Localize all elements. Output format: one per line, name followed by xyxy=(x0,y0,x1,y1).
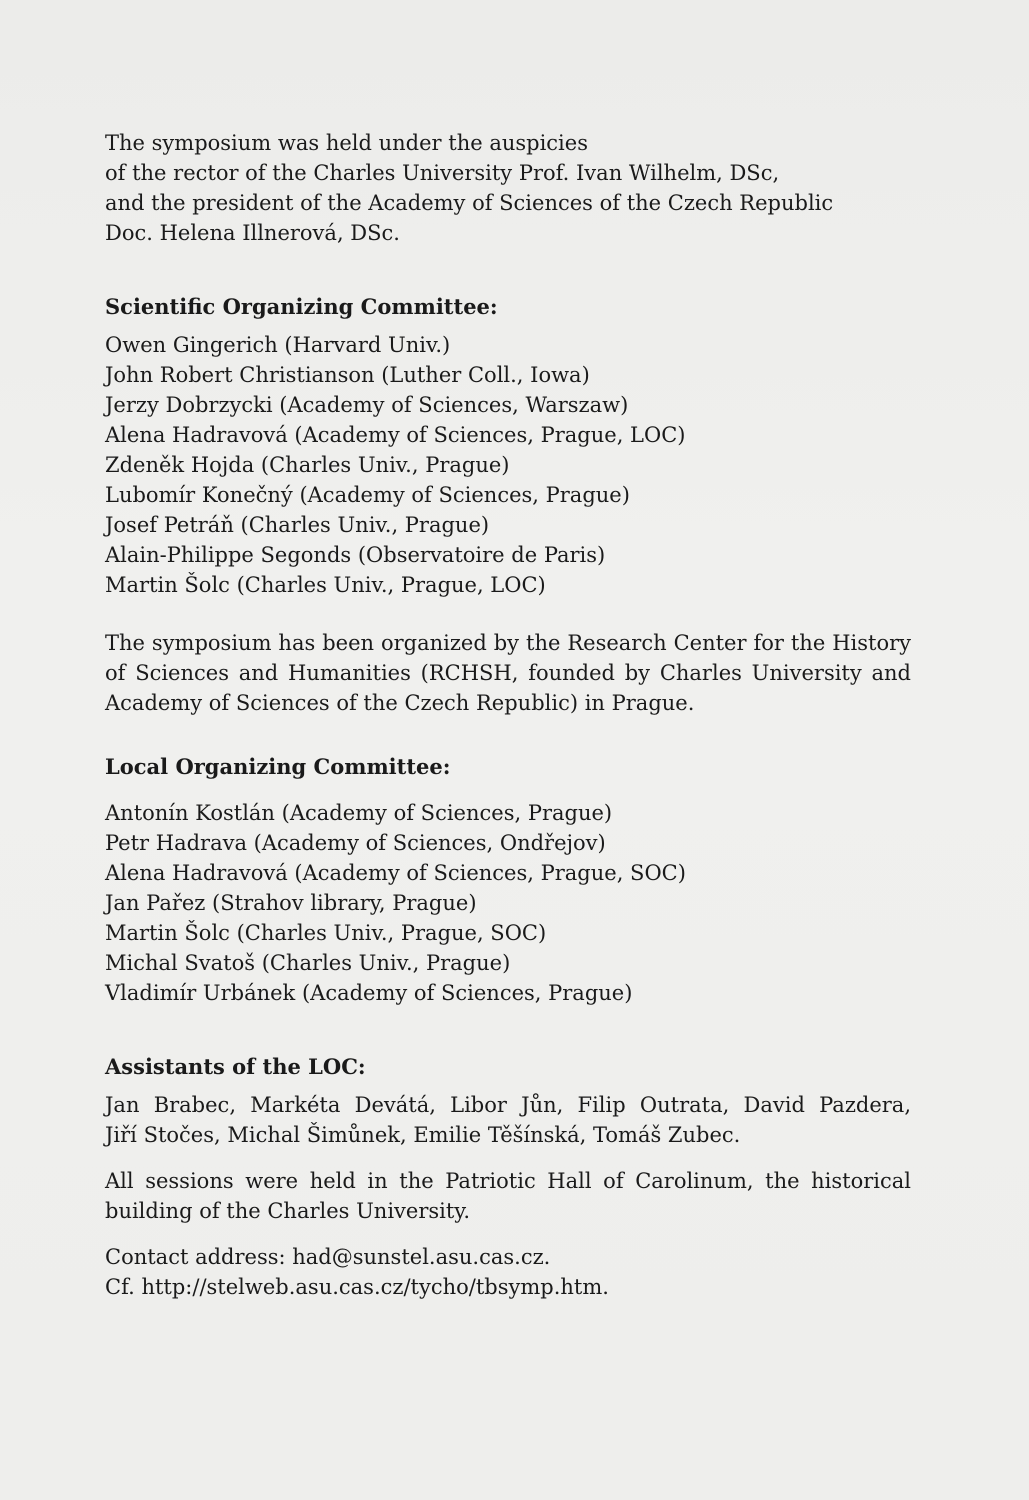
spacer xyxy=(105,600,911,628)
assistants-line: Jiří Stočes, Michal Šimůnek, Emilie Těšínská, Tomáš Zubec. xyxy=(105,1123,741,1147)
contact-line: Cf. http://stelweb.asu.cas.cz/tycho/tbsymp.htm. xyxy=(105,1275,609,1299)
auspices-line: of the rector of the Charles University Prof. Ivan Wilhelm, DSc, xyxy=(105,161,780,185)
spacer xyxy=(105,718,911,752)
spacer xyxy=(105,1226,911,1242)
sessions-paragraph xyxy=(105,1166,911,1226)
soc-member: John Robert Christianson (Luther Coll., Iowa) xyxy=(105,363,590,387)
loc-member: Vladimír Urbánek (Academy of Sciences, Prague) xyxy=(105,981,633,1005)
loc-member: Jan Pařez (Strahov library, Prague) xyxy=(105,891,477,915)
loc-member: Martin Šolc (Charles Univ., Prague, SOC) xyxy=(105,921,547,945)
auspices-line: and the president of the Academy of Sciences of the Czech Republic xyxy=(105,191,834,215)
spacer xyxy=(105,1008,911,1052)
auspices-line: The symposium was held under the auspicies xyxy=(105,131,588,155)
spacer xyxy=(105,782,911,798)
spacer xyxy=(105,322,911,330)
assistants-section xyxy=(105,1052,911,1150)
auspices-paragraph xyxy=(105,128,911,248)
contact-paragraph xyxy=(105,1242,911,1302)
loc-member: Antonín Kostlán (Academy of Sciences, Prague) xyxy=(105,801,613,825)
sessions-line: All sessions were held in the Patriotic Hall of Carolinum, the historical xyxy=(105,1169,911,1193)
soc-member: Lubomír Konečný (Academy of Sciences, Prague) xyxy=(105,483,630,507)
organized-by-paragraph xyxy=(105,628,911,718)
organized-by-line: The symposium has been organized by the Research Center for the History xyxy=(105,631,911,655)
soc-member: Zdeněk Hojda (Charles Univ., Prague) xyxy=(105,453,510,477)
soc-section xyxy=(105,292,911,600)
loc-member: Michal Svatoš (Charles Univ., Prague) xyxy=(105,951,511,975)
soc-member: Owen Gingerich (Harvard Univ.) xyxy=(105,333,451,357)
soc-member: Martin Šolc (Charles Univ., Prague, LOC) xyxy=(105,573,546,597)
spacer xyxy=(105,1150,911,1166)
soc-heading: Scientific Organizing Committee: xyxy=(105,294,498,319)
sessions-line: building of the Charles University. xyxy=(105,1199,471,1223)
contact-line: Contact address: had@sunstel.asu.cas.cz. xyxy=(105,1245,551,1269)
organized-by-line: of Sciences and Humanities (RCHSH, founded by Charles University and xyxy=(105,661,911,685)
spacer xyxy=(105,1082,911,1090)
soc-member: Alain-Philippe Segonds (Observatoire de Paris) xyxy=(105,543,606,567)
loc-member: Petr Hadrava (Academy of Sciences, Ondřejov) xyxy=(105,831,606,855)
auspices-line: Doc. Helena Illnerová, DSc. xyxy=(105,221,400,245)
organized-by-line: Academy of Sciences of the Czech Republic) in Prague. xyxy=(105,691,695,715)
spacer xyxy=(105,248,911,292)
soc-member: Jerzy Dobrzycki (Academy of Sciences, Warszaw) xyxy=(105,393,629,417)
soc-member: Josef Petráň (Charles Univ., Prague) xyxy=(105,513,490,537)
document-body xyxy=(105,128,911,1302)
loc-member: Alena Hadravová (Academy of Sciences, Prague, SOC) xyxy=(105,861,686,885)
loc-section xyxy=(105,752,911,1008)
assistants-heading: Assistants of the LOC: xyxy=(105,1054,366,1079)
loc-heading: Local Organizing Committee: xyxy=(105,754,451,779)
assistants-line: Jan Brabec, Markéta Devátá, Libor Jůn, Filip Outrata, David Pazdera, xyxy=(105,1093,911,1117)
soc-member: Alena Hadravová (Academy of Sciences, Prague, LOC) xyxy=(105,423,686,447)
